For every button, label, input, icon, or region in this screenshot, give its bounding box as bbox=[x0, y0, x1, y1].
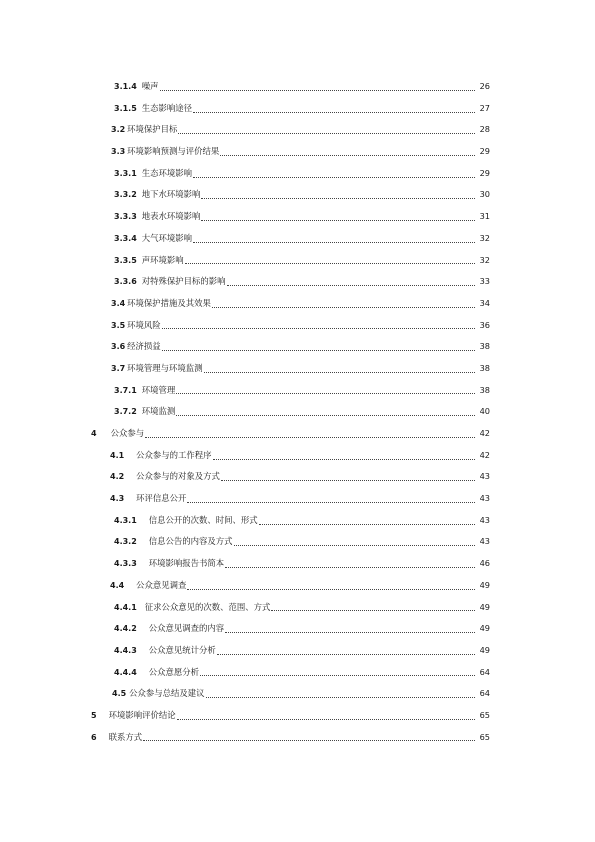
dot-leader bbox=[193, 111, 475, 113]
toc-entry-line bbox=[112, 683, 490, 705]
toc-entry-title: 对特殊保护目标的影响 bbox=[141, 276, 226, 287]
toc-entry[interactable] bbox=[0, 119, 595, 141]
dot-leader bbox=[193, 176, 475, 178]
dot-leader bbox=[176, 392, 475, 394]
toc-entry-title: 地下水环境影响 bbox=[141, 189, 201, 200]
dot-leader bbox=[178, 132, 475, 134]
toc-entry-number: 4.3.2 bbox=[114, 537, 137, 547]
dot-leader bbox=[227, 284, 475, 286]
toc-entry-number: 3.3.3 bbox=[114, 212, 137, 222]
toc-entry-title: 地表水环境影响 bbox=[141, 211, 201, 222]
toc-entry[interactable] bbox=[0, 141, 595, 163]
dot-leader bbox=[225, 566, 475, 568]
toc-entry-page-number: 28 bbox=[479, 124, 490, 135]
toc-entry-line bbox=[114, 597, 490, 619]
toc-entry-title: 环境影响预测与评价结果 bbox=[127, 146, 220, 157]
toc-entry-line bbox=[91, 705, 490, 727]
toc-entry-title: 公众参与的工作程序 bbox=[136, 449, 212, 460]
toc-entry[interactable] bbox=[0, 445, 595, 467]
dot-leader bbox=[221, 479, 475, 481]
toc-entry-line bbox=[111, 141, 490, 163]
toc-entry-title: 信息公告的内容及方式 bbox=[148, 536, 233, 547]
toc-entry-number: 5 bbox=[91, 710, 97, 720]
toc-entry[interactable] bbox=[0, 705, 595, 727]
toc-entry[interactable] bbox=[0, 315, 595, 337]
toc-entry-line bbox=[114, 206, 490, 228]
toc-entry[interactable] bbox=[0, 575, 595, 597]
toc-entry-title: 环境保护措施及其效果 bbox=[127, 297, 211, 308]
toc-entry-title: 公众意愿分析 bbox=[148, 666, 200, 677]
toc-entry-title: 环境风险 bbox=[127, 319, 161, 330]
dot-leader bbox=[162, 349, 475, 351]
toc-entry-page-number: 43 bbox=[479, 493, 490, 504]
toc-entry-number: 4.3.1 bbox=[114, 515, 137, 525]
toc-entry-line bbox=[114, 662, 490, 684]
toc-entry-title: 环境监测 bbox=[141, 406, 176, 417]
toc-entry[interactable] bbox=[0, 293, 595, 315]
toc-entry-title: 公众参与 bbox=[110, 428, 145, 438]
toc-entry-line bbox=[110, 466, 490, 488]
dot-leader bbox=[206, 696, 475, 698]
toc-entry-line bbox=[111, 336, 490, 358]
toc-entry[interactable] bbox=[0, 683, 595, 705]
toc-entry-page-number: 27 bbox=[479, 102, 490, 113]
toc-entry-number: 3.7.1 bbox=[114, 385, 137, 395]
toc-entry-page-number: 65 bbox=[479, 731, 490, 742]
toc-entry-page-number: 64 bbox=[479, 666, 490, 677]
dot-leader bbox=[143, 739, 475, 741]
toc-entry[interactable] bbox=[0, 553, 595, 575]
toc-entry-line bbox=[114, 531, 490, 553]
dot-leader bbox=[177, 718, 475, 720]
toc-entry-number: 3.1.5 bbox=[114, 103, 137, 113]
table-of-contents bbox=[0, 76, 595, 748]
toc-entry-page-number: 40 bbox=[479, 406, 490, 417]
toc-entry[interactable] bbox=[0, 228, 595, 250]
toc-entry-title: 环境管理 bbox=[141, 384, 176, 395]
toc-entry-page-number: 46 bbox=[479, 558, 490, 569]
toc-entry-page-number: 49 bbox=[479, 579, 490, 590]
toc-entry-number: 3.1.4 bbox=[114, 82, 137, 91]
toc-entry[interactable] bbox=[0, 358, 595, 380]
toc-entry-number: 4.4.1 bbox=[114, 602, 137, 612]
toc-entry-page-number: 33 bbox=[479, 276, 490, 287]
toc-entry-title: 公众意见统计分析 bbox=[148, 644, 216, 655]
toc-entry-page-number: 32 bbox=[479, 232, 490, 243]
toc-entry[interactable] bbox=[0, 206, 595, 228]
toc-entry[interactable] bbox=[0, 423, 595, 445]
toc-entry-title: 噪声 bbox=[141, 81, 159, 91]
toc-entry-title: 公众意见调查 bbox=[136, 579, 187, 590]
toc-entry-page-number: 26 bbox=[479, 81, 490, 91]
dot-leader bbox=[201, 219, 475, 221]
dot-leader bbox=[220, 154, 475, 156]
toc-entry-number: 3.7 bbox=[111, 363, 126, 373]
toc-entry-page-number: 38 bbox=[479, 384, 490, 395]
toc-entry-number: 3.4 bbox=[111, 298, 126, 308]
toc-entry-line bbox=[114, 163, 490, 185]
toc-entry[interactable] bbox=[0, 466, 595, 488]
toc-entry-number: 3.3.4 bbox=[114, 233, 137, 243]
toc-entry-title: 公众参与的对象及方式 bbox=[136, 471, 220, 482]
toc-entry[interactable] bbox=[0, 250, 595, 272]
dot-leader bbox=[259, 523, 475, 525]
toc-entry-line bbox=[114, 640, 490, 662]
toc-entry[interactable] bbox=[0, 727, 595, 749]
toc-entry-line bbox=[91, 727, 490, 749]
toc-entry-page-number: 38 bbox=[479, 341, 490, 352]
toc-entry-line bbox=[114, 401, 490, 423]
toc-entry-title: 公众意见调查的内容 bbox=[148, 623, 225, 634]
toc-entry-page-number: 49 bbox=[479, 601, 490, 612]
toc-entry-title: 生态影响途径 bbox=[141, 102, 193, 113]
toc-entry-page-number: 29 bbox=[479, 167, 490, 178]
toc-entry-number: 4.5 bbox=[112, 689, 127, 699]
toc-entry-title: 环境影响评价结论 bbox=[108, 709, 176, 720]
toc-entry-page-number: 42 bbox=[479, 449, 490, 460]
toc-entry-number: 4.1 bbox=[110, 450, 125, 460]
dot-leader bbox=[160, 89, 475, 91]
toc-entry[interactable] bbox=[0, 510, 595, 532]
toc-entry-number: 4.4.2 bbox=[114, 624, 137, 634]
toc-entry-line bbox=[114, 184, 490, 206]
dot-leader bbox=[212, 306, 475, 308]
toc-entry-page-number: 30 bbox=[479, 189, 490, 200]
dot-leader bbox=[187, 501, 475, 503]
toc-entry-line bbox=[91, 423, 490, 445]
toc-entry-line bbox=[114, 76, 490, 98]
toc-entry-title: 征求公众意见的次数、范围、方式 bbox=[144, 601, 271, 612]
toc-entry[interactable] bbox=[0, 618, 595, 640]
toc-entry-title: 信息公开的次数、时间、形式 bbox=[148, 514, 258, 525]
dot-leader bbox=[200, 674, 475, 676]
toc-entry-title: 大气环境影响 bbox=[141, 232, 193, 243]
toc-entry-page-number: 38 bbox=[479, 362, 490, 373]
toc-entry-title: 联系方式 bbox=[108, 731, 143, 742]
toc-entry-title: 环境保护目标 bbox=[127, 124, 178, 135]
toc-entry-line bbox=[111, 358, 490, 380]
toc-entry-line bbox=[114, 510, 490, 532]
dot-leader bbox=[204, 371, 475, 373]
toc-entry-title: 公众参与总结及建议 bbox=[129, 688, 205, 699]
toc-entry-page-number: 43 bbox=[479, 514, 490, 525]
toc-entry[interactable] bbox=[0, 488, 595, 510]
toc-entry-number: 4.3 bbox=[110, 494, 125, 504]
toc-entry-number: 4.2 bbox=[110, 472, 125, 482]
dot-leader bbox=[176, 414, 475, 416]
toc-entry-line bbox=[110, 445, 490, 467]
toc-entry-number: 4.3.3 bbox=[114, 559, 137, 569]
toc-entry-page-number: 64 bbox=[479, 688, 490, 699]
toc-entry-title: 声环境影响 bbox=[141, 254, 184, 265]
dot-leader bbox=[162, 327, 475, 329]
toc-entry-page-number: 29 bbox=[479, 146, 490, 157]
toc-entry[interactable] bbox=[0, 380, 595, 402]
toc-entry[interactable] bbox=[0, 184, 595, 206]
toc-entry-line bbox=[114, 618, 490, 640]
toc-entry-page-number: 49 bbox=[479, 623, 490, 634]
toc-entry-page-number: 43 bbox=[479, 471, 490, 482]
dot-leader bbox=[271, 609, 475, 611]
toc-entry-line bbox=[114, 228, 490, 250]
toc-entry-line bbox=[114, 250, 490, 272]
toc-entry[interactable] bbox=[0, 163, 595, 185]
toc-entry-page-number: 36 bbox=[479, 319, 490, 330]
toc-entry[interactable] bbox=[0, 531, 595, 553]
toc-entry-number: 3.2 bbox=[111, 125, 126, 135]
toc-entry-line bbox=[110, 575, 490, 597]
dot-leader bbox=[145, 436, 475, 438]
toc-entry-line bbox=[111, 293, 490, 315]
toc-entry-line bbox=[114, 380, 490, 402]
toc-entry[interactable] bbox=[0, 76, 595, 98]
toc-entry-number: 4 bbox=[91, 429, 97, 438]
toc-entry-title: 生态环境影响 bbox=[141, 167, 193, 178]
dot-leader bbox=[185, 262, 475, 264]
toc-entry-number: 4.4.4 bbox=[114, 667, 137, 677]
dot-leader bbox=[234, 544, 475, 546]
dot-leader bbox=[201, 197, 475, 199]
dot-leader bbox=[217, 653, 475, 655]
toc-entry-page-number: 49 bbox=[479, 644, 490, 655]
toc-entry-number: 3.6 bbox=[111, 342, 126, 352]
toc-entry-number: 4.4 bbox=[110, 580, 125, 590]
dot-leader bbox=[193, 241, 475, 243]
toc-entry[interactable] bbox=[0, 640, 595, 662]
toc-entry[interactable] bbox=[0, 336, 595, 358]
toc-entry-title: 环境影响报告书简本 bbox=[148, 558, 225, 569]
toc-entry-number: 3.5 bbox=[111, 320, 126, 330]
toc-entry-number: 3.7.2 bbox=[114, 407, 137, 417]
toc-entry-line bbox=[114, 98, 490, 120]
toc-entry-title: 经济损益 bbox=[127, 341, 161, 352]
toc-entry-page-number: 43 bbox=[479, 536, 490, 547]
toc-entry[interactable] bbox=[0, 271, 595, 293]
toc-entry-line bbox=[114, 271, 490, 293]
toc-entry-page-number: 32 bbox=[479, 254, 490, 265]
toc-entry-line bbox=[111, 315, 490, 337]
toc-entry-page-number: 34 bbox=[479, 297, 490, 308]
toc-entry[interactable] bbox=[0, 98, 595, 120]
toc-entry-number: 3.3.1 bbox=[114, 168, 137, 178]
toc-entry-number: 3.3 bbox=[111, 147, 126, 157]
toc-entry-title: 环评信息公开 bbox=[136, 493, 187, 504]
dot-leader bbox=[187, 588, 475, 590]
toc-entry[interactable] bbox=[0, 662, 595, 684]
toc-entry-page-number: 31 bbox=[479, 211, 490, 222]
toc-entry-number: 3.3.2 bbox=[114, 190, 137, 200]
dot-leader bbox=[225, 631, 475, 633]
toc-entry-line bbox=[110, 488, 490, 510]
toc-entry-number: 6 bbox=[91, 732, 97, 742]
toc-entry-line bbox=[114, 553, 490, 575]
toc-entry-page-number: 42 bbox=[479, 428, 490, 438]
toc-entry[interactable] bbox=[0, 597, 595, 619]
toc-entry-number: 3.3.6 bbox=[114, 277, 137, 287]
toc-entry-number: 4.4.3 bbox=[114, 645, 137, 655]
toc-entry-page-number: 65 bbox=[479, 709, 490, 720]
toc-entry-line bbox=[111, 119, 490, 141]
toc-entry-number: 3.3.5 bbox=[114, 255, 137, 265]
toc-entry-title: 环境管理与环境监测 bbox=[127, 362, 203, 373]
dot-leader bbox=[213, 458, 475, 460]
toc-entry[interactable] bbox=[0, 401, 595, 423]
